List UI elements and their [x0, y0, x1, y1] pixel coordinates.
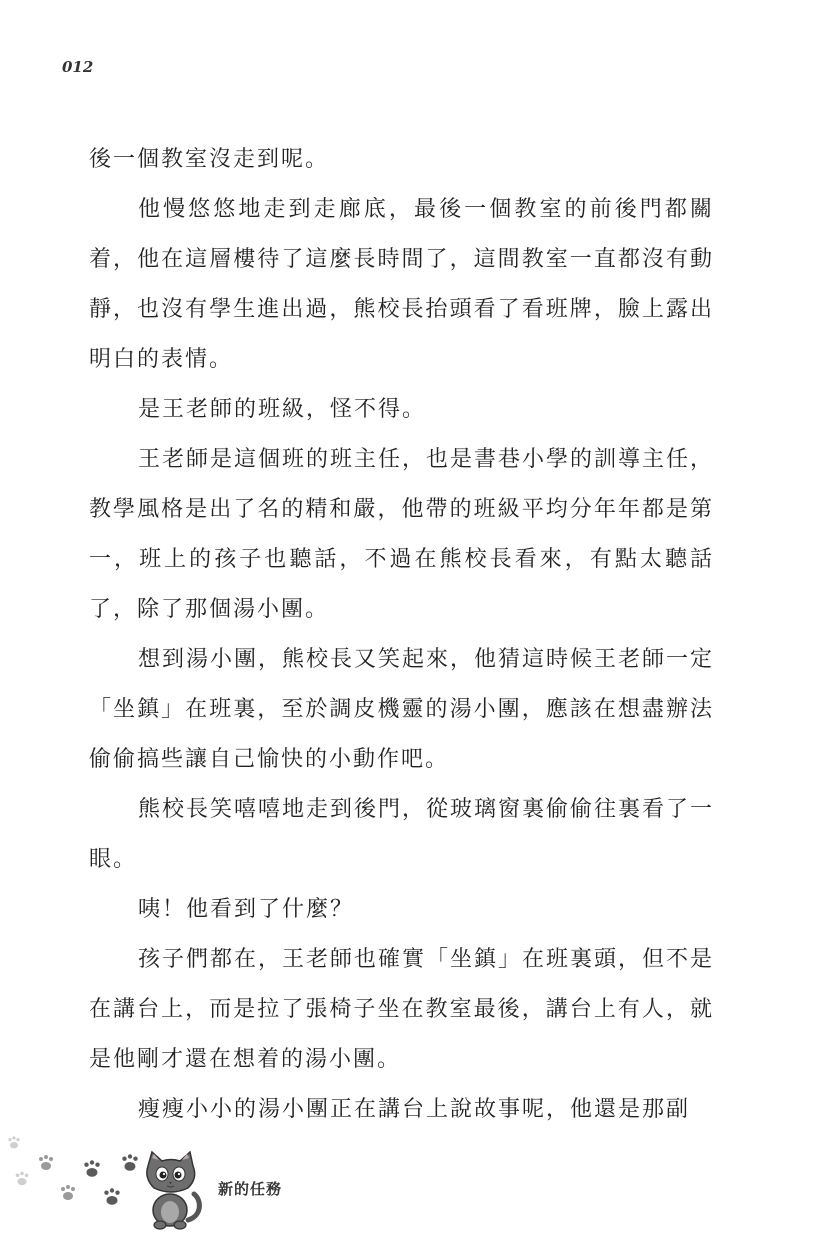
paragraph: 他慢悠悠地走到走廊底，最後一個教室的前後門都關着，他在這層樓待了這麼長時間了，這間教室一直都沒有動靜，也沒有學生進出過，熊校長抬頭看了看班牌，臉上露出明白的表情。 — [89, 197, 714, 372]
page-number: 012 — [62, 58, 94, 76]
paragraph: 王老師是這個班的班主任，也是書巷小學的訓導主任，教學風格是出了名的精和嚴，他帶的班級平均分年年都是第一，班上的孩子也聽話，不過在熊校長看來，有點太聽話了，除了那個湯小團。 — [89, 447, 715, 622]
cat-icon — [138, 1150, 204, 1230]
paragraph: 後一個教室沒走到呢。 — [89, 147, 330, 172]
paragraph: 想到湯小團，熊校長又笑起來，他猜這時候王老師一定「坐鎮」在班裏，至於調皮機靈的湯小團，應該在想盡辦法偷偷搞些讓自己愉快的小動作吧。 — [89, 647, 715, 772]
body-text — [89, 135, 714, 1135]
paragraph: 熊校長笑嘻嘻地走到後門，從玻璃窗裏偷偷往裏看了一眼。 — [89, 797, 715, 872]
paragraph: 是王老師的班級，怪不得。 — [138, 397, 427, 422]
paw-prints-icon — [0, 1120, 150, 1230]
chapter-title: 新的任務 — [218, 1180, 283, 1198]
paragraph: 咦！他看到了什麼？ — [138, 897, 355, 922]
paragraph: 瘦瘦小小的湯小團正在講台上說故事呢，他還是那副 — [138, 1097, 691, 1122]
paragraph: 孩子們都在，王老師也確實「坐鎮」在班裏頭，但不是在講台上，而是拉了張椅子坐在教室最後，講台上有人，就是他剛才還在想着的湯小團。 — [89, 947, 715, 1072]
footer — [0, 1120, 827, 1240]
